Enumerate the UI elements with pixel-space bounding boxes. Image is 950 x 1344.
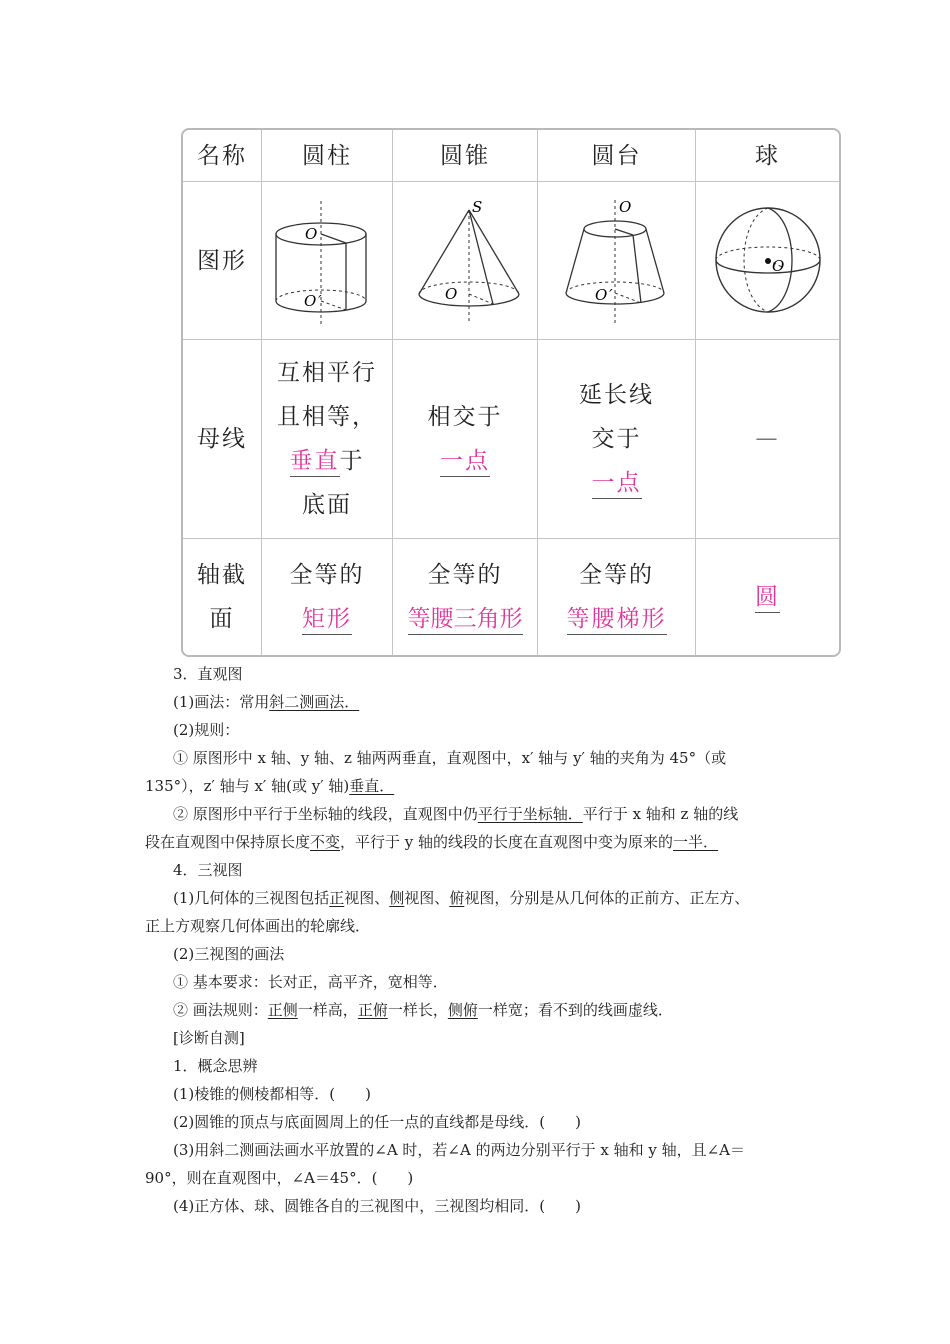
solids-table xyxy=(181,128,841,657)
header-cylinder: 圆柱 xyxy=(262,130,393,182)
question-2: (2)圆锥的顶点与底面圆周上的任一点的直线都是母线．( ) xyxy=(173,1113,581,1131)
cone-axial xyxy=(393,539,538,655)
frustum-generatrix-line-1: 延长线 xyxy=(579,382,654,408)
s4-r2-text-a: ② 画法规则： xyxy=(173,1001,268,1019)
s3-r2-text-c: 段在直观图中保持原长度 xyxy=(145,833,311,851)
s4-p1-answer-3: 俯 xyxy=(449,889,465,907)
s4-p1-text-c: 视图、 xyxy=(404,889,450,907)
cylinder-figure-cell xyxy=(262,182,393,340)
frustum-bottom-label: O′ xyxy=(594,285,615,304)
row-label-generatrix: 母线 xyxy=(183,340,262,539)
question-3a: (3)用斜二测画法画水平放置的∠A 时，若∠A 的两边分别平行于 x 轴和 y 轴，且∠A＝ xyxy=(173,1141,745,1159)
s4-p1-answer-1: 正 xyxy=(329,889,345,907)
s4-rule-1: ① 基本要求：长对正，高平齐，宽相等． xyxy=(173,973,448,991)
s4-p1-text-a: (1)几何体的三视图包括 xyxy=(173,889,330,907)
cone-generatrix xyxy=(393,340,538,539)
frustum-axial-line: 全等的 xyxy=(579,562,654,588)
axial-label-line-1: 轴截 xyxy=(197,562,247,588)
cone-figure xyxy=(405,196,525,326)
s3-r2-answer-3: 一半． xyxy=(673,833,719,851)
frustum-figure-cell xyxy=(538,182,696,340)
s3-rule-1a: ① 原图形中 x 轴、y 轴、z 轴两两垂直，直观图中，x′ 轴与 y′ 轴的夹角为 45°（或 xyxy=(173,749,727,767)
question-3b: 90°，则在直观图中，∠A＝45°．( ) xyxy=(145,1169,414,1187)
frustum-generatrix xyxy=(538,340,696,539)
s4-p1-text-b: 视图、 xyxy=(344,889,390,907)
s4-r2-answer-3: 侧俯 xyxy=(447,1001,478,1019)
s4-paragraph-1a xyxy=(173,884,749,912)
sphere-axial-answer: 圆 xyxy=(755,582,780,613)
s3-rule-2b xyxy=(145,828,718,856)
s3-rule-1b xyxy=(145,772,394,800)
frustum-top-label: O xyxy=(618,197,633,216)
s4-r2-answer-1: 正侧 xyxy=(267,1001,298,1019)
s3-r1-answer: 垂直． xyxy=(349,777,395,795)
s3-r2-text-d: ，平行于 y 轴的线段的长度在直观图中变为原来的 xyxy=(340,833,674,851)
s4-p1-text-d: 视图，分别是从几何体的正前方、正左方、 xyxy=(464,889,750,907)
cylinder-bottom-label: O′ xyxy=(304,291,324,310)
header-sphere: 球 xyxy=(696,130,839,182)
s3-r2-answer-2: 不变 xyxy=(310,833,341,851)
section-3-title: 3．直观图 xyxy=(173,665,243,683)
cone-apex-label: S xyxy=(472,197,485,216)
s3-p1-answer: 斜二测画法． xyxy=(269,693,360,711)
header-frustum: 圆台 xyxy=(538,130,696,182)
row-label-figure: 图形 xyxy=(183,182,262,340)
s4-r2-text-b: 一样高， xyxy=(297,1001,358,1019)
section-4-title: 4．三视图 xyxy=(173,861,243,879)
row-label-axial xyxy=(183,539,262,655)
s4-paragraph-2: (2)三视图的画法 xyxy=(173,945,285,963)
s4-r2-text-d: 一样宽；看不到的线画虚线． xyxy=(477,1001,673,1019)
cylinder-generatrix xyxy=(262,340,393,539)
sphere-generatrix: — xyxy=(696,340,839,539)
s4-r2-text-c: 一样长， xyxy=(387,1001,448,1019)
cylinder-generatrix-line-2: 且相等， xyxy=(277,404,377,430)
concept-title: 1．概念思辨 xyxy=(173,1057,258,1075)
cone-figure-cell xyxy=(393,182,538,340)
s3-r2-text-a: ② 原图形中平行于坐标轴的线段，直观图中仍 xyxy=(173,805,478,823)
cylinder-axial xyxy=(262,539,393,655)
cone-generatrix-answer: 一点 xyxy=(440,446,490,477)
cone-base-label: O xyxy=(445,284,460,303)
s3-rule-2a xyxy=(173,800,738,828)
header-cone: 圆锥 xyxy=(393,130,538,182)
cylinder-axial-answer: 矩形 xyxy=(302,604,352,635)
sphere-figure-cell xyxy=(696,182,839,340)
question-1: (1)棱锥的侧棱都相等．( ) xyxy=(173,1085,371,1103)
diagnostic-heading: [诊断自测] xyxy=(173,1029,245,1047)
cylinder-top-label: O xyxy=(305,224,320,243)
header-name: 名称 xyxy=(183,130,262,182)
cone-generatrix-line: 相交于 xyxy=(427,404,503,430)
frustum-generatrix-line-2: 交于 xyxy=(591,426,642,452)
frustum-generatrix-answer: 一点 xyxy=(592,468,642,499)
cylinder-generatrix-line-4: 底面 xyxy=(302,492,352,518)
cylinder-figure xyxy=(272,196,382,326)
s4-rule-2 xyxy=(173,996,673,1024)
s4-r2-answer-2: 正俯 xyxy=(357,1001,388,1019)
frustum-figure xyxy=(557,196,677,326)
s4-p1-answer-2: 侧 xyxy=(389,889,405,907)
cylinder-generatrix-after: 于 xyxy=(339,448,365,474)
cylinder-generatrix-answer: 垂直 xyxy=(290,446,340,477)
s3-paragraph-2: (2)规则： xyxy=(173,721,240,739)
cone-axial-answer: 等腰三角形 xyxy=(408,604,523,635)
sphere-axial xyxy=(696,539,839,655)
s3-p1-text: (1)画法：常用 xyxy=(173,693,270,711)
s4-paragraph-1b: 正上方观察几何体画出的轮廓线． xyxy=(145,917,371,935)
sphere-center-label: O xyxy=(771,256,786,275)
s3-paragraph-1 xyxy=(173,688,359,716)
s3-r2-text-b: 平行于 x 轴和 z 轴的线 xyxy=(582,805,739,823)
question-4: (4)正方体、球、圆锥各自的三视图中，三视图均相同．( ) xyxy=(173,1197,581,1215)
cylinder-axial-line: 全等的 xyxy=(289,562,365,588)
axial-label-line-2: 面 xyxy=(209,606,235,632)
frustum-axial xyxy=(538,539,696,655)
cone-axial-line: 全等的 xyxy=(427,562,503,588)
frustum-axial-answer: 等腰梯形 xyxy=(567,604,667,635)
s3-r1-text: 135°），z′ 轴与 x′ 轴(或 y′ 轴) xyxy=(145,777,350,795)
s3-r2-answer-1: 平行于坐标轴． xyxy=(477,805,583,823)
cylinder-generatrix-line-1: 互相平行 xyxy=(277,360,377,386)
sphere-figure xyxy=(708,196,828,326)
